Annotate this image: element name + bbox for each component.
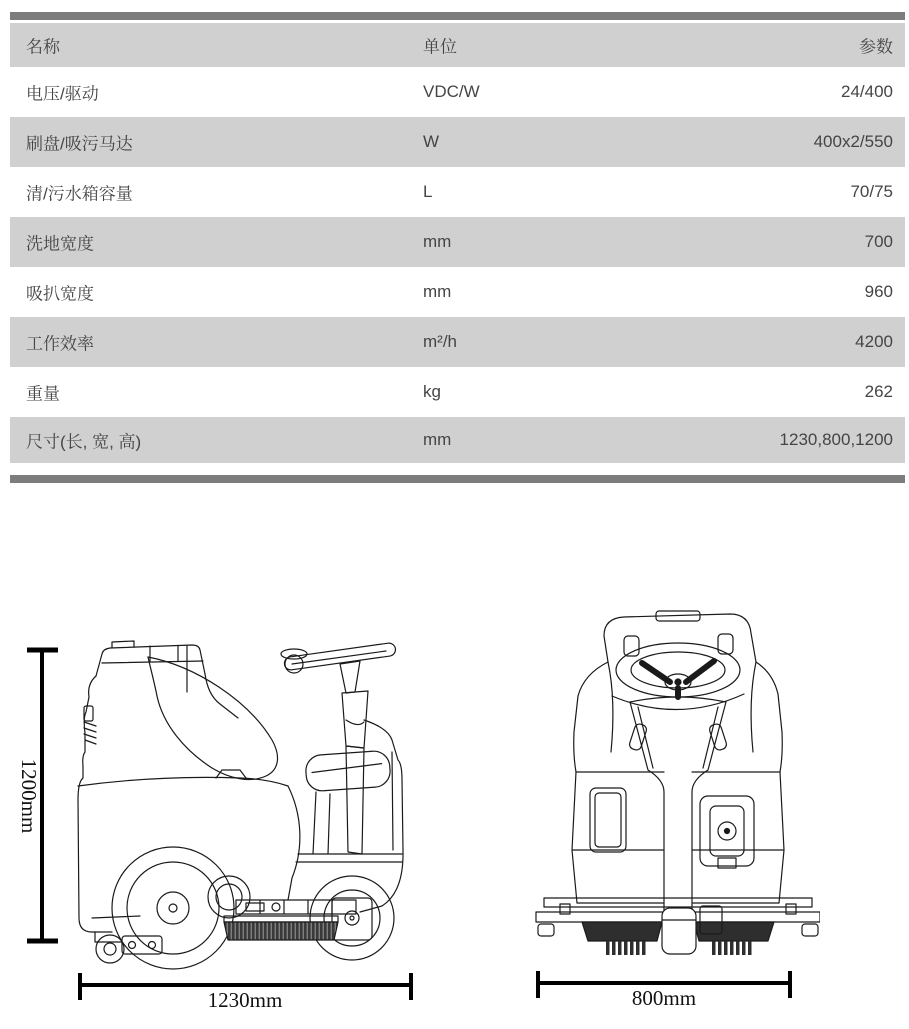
- row-value: 960: [864, 282, 893, 301]
- row-unit: VDC/W: [423, 82, 480, 101]
- bottom-divider-bar: [10, 475, 905, 483]
- header-name: 名称: [26, 37, 60, 57]
- table-row: [10, 317, 905, 367]
- row-unit: m²/h: [423, 332, 457, 351]
- row-name: 洗地宽度: [26, 234, 94, 254]
- row-unit: kg: [423, 382, 441, 401]
- height-dimension: [17, 650, 58, 941]
- top-divider-bar: [10, 12, 905, 20]
- length-dimension: [80, 973, 411, 1012]
- header-unit: 单位: [423, 37, 457, 57]
- table-header-row: [10, 23, 905, 67]
- table-row: [10, 67, 905, 117]
- side-view-drawing: [0, 600, 430, 1025]
- table-row: [10, 217, 905, 267]
- row-unit: mm: [423, 232, 452, 251]
- table-row: [10, 267, 905, 317]
- spec-table: [10, 23, 905, 463]
- row-name: 工作效率: [26, 334, 94, 354]
- row-name: 刷盘/吸污马达: [26, 134, 133, 154]
- front-view-drawing: [520, 600, 820, 1025]
- row-name: 吸扒宽度: [26, 284, 94, 304]
- row-value: 262: [864, 382, 893, 401]
- table-row: [10, 117, 905, 167]
- header-value: 参数: [859, 37, 893, 57]
- width-dimension: [538, 971, 790, 1010]
- row-value: 400x2/550: [813, 132, 893, 151]
- row-name: 电压/驱动: [26, 84, 99, 104]
- row-value: 24/400: [841, 82, 893, 101]
- length-dimension-label: 1230mm: [207, 988, 283, 1012]
- row-value: 700: [864, 232, 893, 251]
- machine-front-view: [536, 611, 820, 955]
- row-name: 清/污水箱容量: [26, 184, 133, 204]
- row-name: 尺寸(长, 宽, 高): [26, 432, 142, 452]
- table-row: [10, 167, 905, 217]
- row-value: 1230,800,1200: [779, 430, 893, 449]
- row-unit: W: [423, 132, 440, 151]
- table-row: [10, 367, 905, 417]
- row-name: 重量: [26, 384, 60, 404]
- row-unit: mm: [423, 282, 452, 301]
- row-unit: mm: [423, 430, 452, 449]
- row-unit: L: [423, 182, 433, 201]
- height-dimension-label: 1200mm: [17, 758, 41, 834]
- row-value: 4200: [855, 332, 893, 351]
- row-value: 70/75: [850, 182, 893, 201]
- width-dimension-label: 800mm: [631, 986, 697, 1010]
- table-row: [10, 417, 905, 463]
- machine-side-view: [78, 641, 403, 969]
